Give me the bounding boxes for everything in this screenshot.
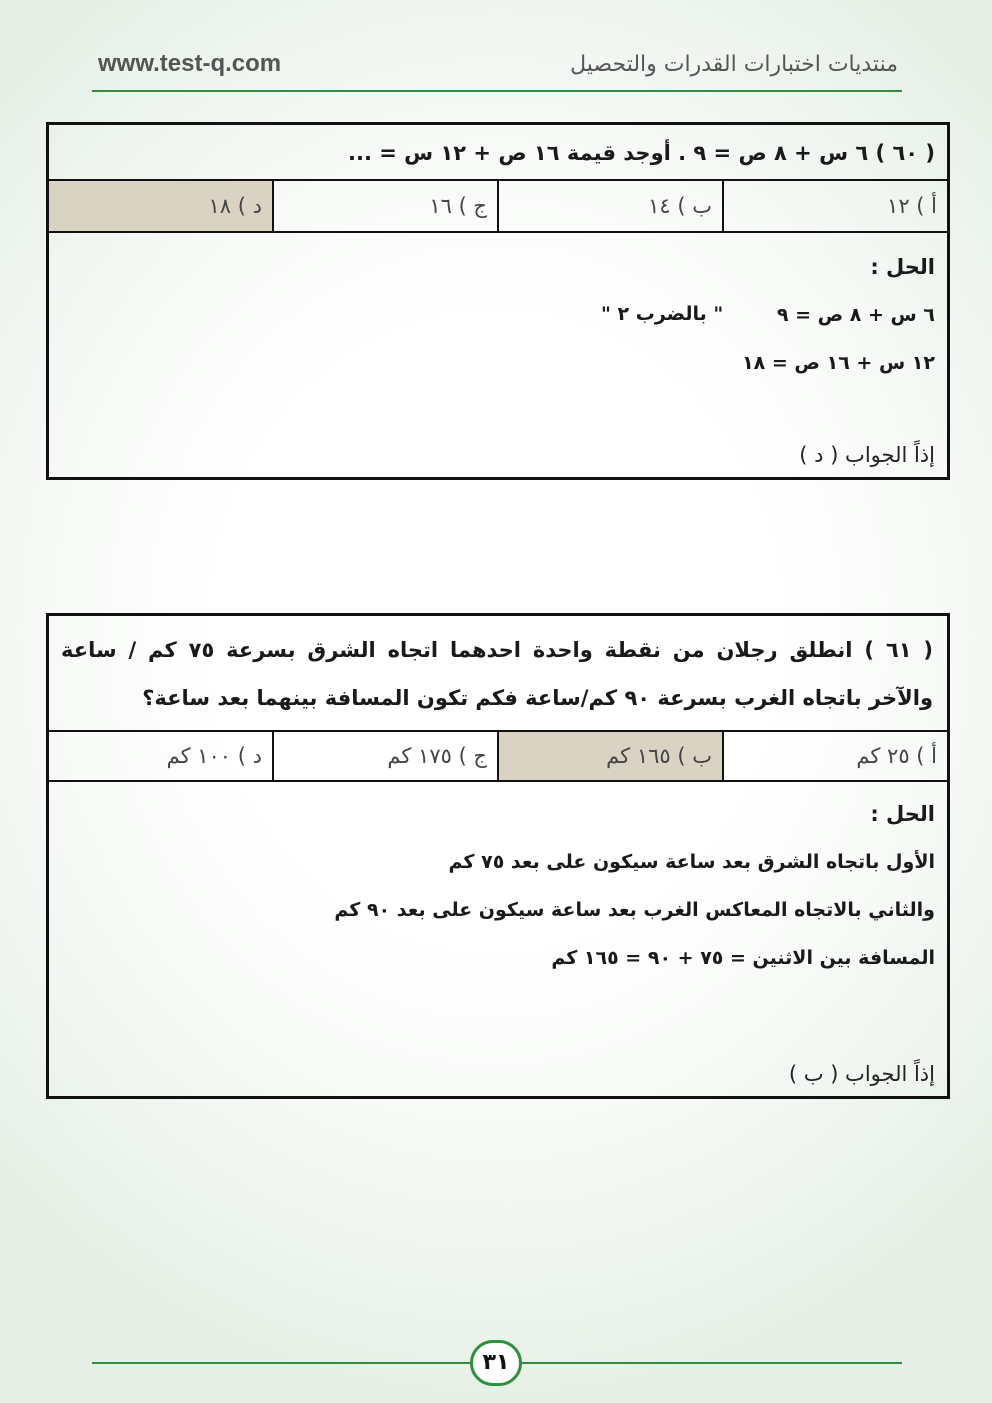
option-b: ب ) ١٤ (497, 181, 722, 231)
options-row (49, 732, 947, 782)
page-number: ٣١ (470, 1340, 522, 1386)
solution-section (49, 782, 947, 1096)
site-url: www.test-q.com (98, 50, 282, 77)
solution-note: " بالضرب ٢ " (601, 303, 724, 325)
question-text: ( ٦١ ) انطلق رجلان من نقطة واحدة احدهما اتجاه الشرق بسرعة ٧٥ كم / ساعة والآخر باتجاه الغرب بسرعة ٩٠ كم/ساعة فكم تكون المسافة بينهما بعد ساعة؟ (49, 616, 947, 732)
solution-line: ١٢ س + ١٦ ص = ١٨ (742, 352, 935, 374)
solution-title: الحل : (870, 802, 935, 826)
option-c: ج ) ١٦ (272, 181, 497, 231)
question-text: ( ٦٠ ) ٦ س + ٨ ص = ٩ . أوجد قيمة ١٦ ص + ١٢ س = ... (49, 125, 947, 181)
option-d-correct: د ) ١٨ (49, 181, 272, 231)
question-box-60 (46, 122, 950, 480)
options-row (49, 181, 947, 233)
page-header (92, 46, 902, 92)
answer-statement: إذاً الجواب ( د ) (799, 443, 935, 467)
option-a: أ ) ٢٥ كم (722, 732, 947, 780)
question-box-61 (46, 613, 950, 1099)
site-title: منتديات اختبارات القدرات والتحصيل (570, 52, 898, 77)
solution-section (49, 233, 947, 477)
solution-line: والثاني بالاتجاه المعاكس الغرب بعد ساعة سيكون على بعد ٩٠ كم (334, 899, 935, 921)
solution-line: ٦ س + ٨ ص = ٩ (776, 304, 935, 326)
solution-title: الحل : (870, 255, 935, 279)
option-d: د ) ١٠٠ كم (166, 744, 262, 768)
solution-line: الأول باتجاه الشرق بعد ساعة سيكون على بعد ٧٥ كم (448, 851, 935, 873)
answer-statement: إذاً الجواب ( ب ) (788, 1062, 935, 1086)
option-a: أ ) ١٢ (722, 181, 947, 231)
option-c: ج ) ١٧٥ كم (272, 732, 497, 780)
option-b-correct: ب ) ١٦٥ كم (497, 732, 722, 780)
solution-line: المسافة بين الاثنين = ٧٥ + ٩٠ = ١٦٥ كم (551, 947, 935, 969)
